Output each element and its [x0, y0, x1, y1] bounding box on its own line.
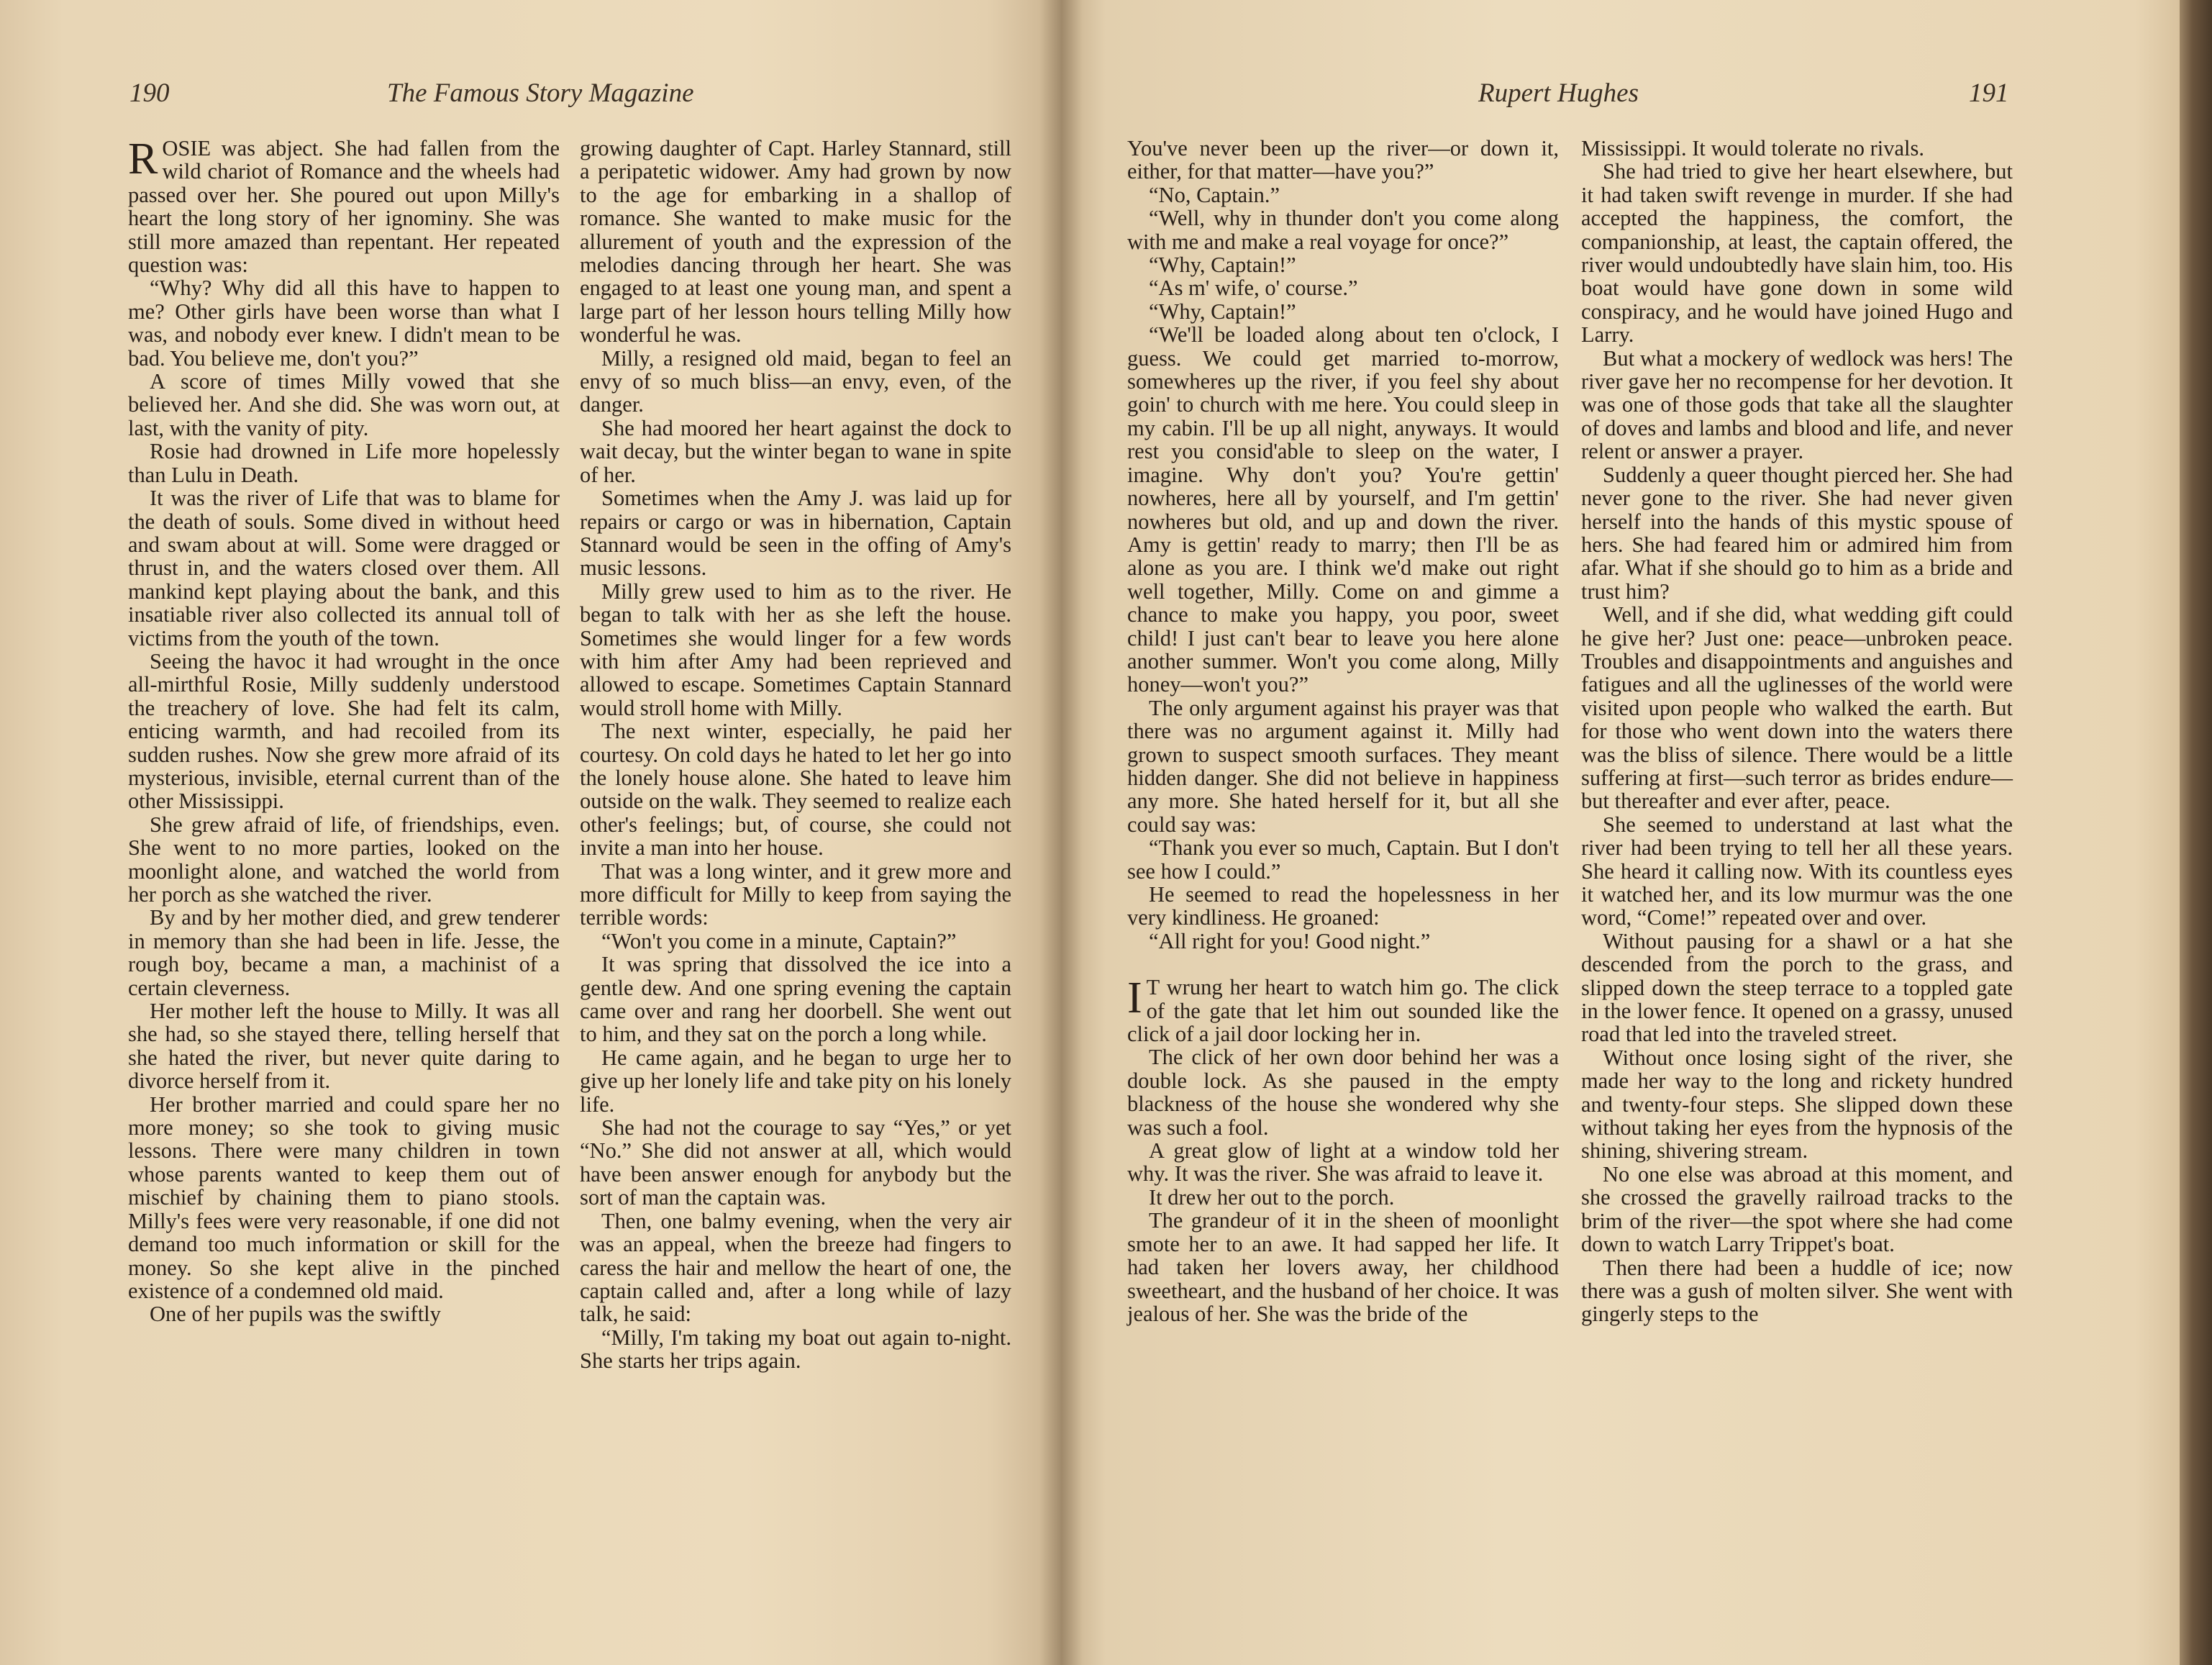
paragraph-text: “Thank you ever so much, Captain. But I don't see how I could.”	[1127, 835, 1559, 884]
paragraph	[580, 137, 1011, 347]
drop-cap: I	[1127, 974, 1142, 1023]
paragraph	[1127, 1209, 1559, 1325]
paragraph	[128, 137, 560, 276]
paragraph	[1127, 697, 1559, 836]
paragraph-text: The only argument against his prayer was that there was no argument against it. Milly had grown to suspect smooth surfaces. They meant hidden danger. She did not believe in happiness any more. She hated herself for it, but all she could say was:	[1127, 695, 1559, 837]
paragraph-text: Without once losing sight of the river, she made her way to the long and rickety hundred and twenty-four steps. She slipped down these without taking her eyes from the hypnosis of the shining, shivering stream.	[1581, 1045, 2013, 1163]
running-head-left: The Famous Story Magazine	[387, 78, 694, 108]
paragraph-text: He seemed to read the hopelessness in her very kindliness. He groaned:	[1127, 882, 1559, 930]
paragraph-text: Her mother left the house to Milly. It was all she had, so she stayed there, telling herself that she hated the river, but never quite daring to divorce herself from it.	[128, 999, 560, 1094]
paragraph	[1127, 883, 1559, 930]
paragraph	[1581, 603, 2013, 813]
paragraph	[1127, 253, 1559, 276]
paragraph	[580, 1326, 1011, 1373]
paragraph	[580, 580, 1011, 720]
paragraph	[128, 1093, 560, 1303]
paragraph-text: Rosie had drowned in Life more hopelessly than Lulu in Death.	[128, 439, 560, 487]
paragraph-text: OSIE was abject. She had fallen from the wild chariot of Romance and the wheels had passed over her. She poured out upon Milly's heart the long story of her ignominy. She was still more amazed than repentant. Her repeated question was:	[128, 136, 560, 278]
paragraph	[1581, 137, 2013, 160]
paragraph-text: “Why, Captain!”	[1149, 253, 1296, 278]
paragraph-text: “Milly, I'm taking my boat out again to-night. She starts her trips again.	[580, 1325, 1011, 1374]
paragraph	[128, 906, 560, 999]
book-edge	[2180, 0, 2212, 1665]
paragraph-text: Without pausing for a shawl or a hat she descended from the porch to the grass, and slipped down the steep terrace to a toppled gate in the lower fence. It opened on a grassy, unused road that led into the traveled street.	[1581, 928, 2013, 1047]
paragraph	[580, 860, 1011, 930]
paragraph-text: Then, one balmy evening, when the very air was an appeal, when the breeze had fingers to caress the hair and mellow the heart of one, the captain called and, after a long while of lazy talk, he said:	[580, 1208, 1011, 1327]
paragraph	[128, 486, 560, 650]
paragraph	[128, 1302, 560, 1325]
paragraph	[1127, 207, 1559, 253]
paragraph-text: She had moored her heart against the dock to wait decay, but the winter began to wane in spite of her.	[580, 415, 1011, 487]
paragraph-text: The grandeur of it in the sheen of moonlight smote her to an awe. It had sapped her life. It had taken her lovers away, her childhood sweetheart, and the husband of her choice. It was jealous of her. She was the bride of the	[1127, 1208, 1559, 1326]
column-4	[1581, 137, 2013, 1326]
paragraph-text: Her brother married and could spare her no more money; so she took to giving music lessons. There were many children in town whose parents wanted to keep them out of mischief by chaining them to piano stools. Milly's fees were very reasonable, if one did not demand too much information or skill for the money. So she kept alive in the pinched existence of a condemned old maid.	[128, 1092, 560, 1303]
paragraph-text: One of her pupils was the swiftly	[150, 1302, 441, 1327]
paragraph-text: “No, Captain.”	[1149, 182, 1280, 207]
paragraph	[580, 1210, 1011, 1326]
paragraph	[128, 276, 560, 370]
paragraph-text: You've never been up the river—or down it, either, for that matter—have you?”	[1127, 136, 1559, 184]
paragraph-text: She seemed to understand at last what the river had been trying to tell her all these years. She heard it calling now. With its countless eyes it watched her, and its low murmur was the one word, “Come!” repeated over and over.	[1581, 812, 2013, 930]
paragraph-text: Then there had been a huddle of ice; now there was a gush of molten silver. She went with gingerly steps to the	[1581, 1255, 2013, 1327]
column-1	[128, 137, 560, 1326]
paragraph-text: “All right for you! Good night.”	[1149, 928, 1431, 953]
paragraph	[1127, 137, 1559, 183]
paragraph	[580, 347, 1011, 417]
paragraph	[580, 417, 1011, 486]
drop-cap: R	[128, 135, 158, 183]
paragraph-text: “As m' wife, o' course.”	[1149, 276, 1358, 301]
paragraph-text: It drew her out to the porch.	[1149, 1184, 1395, 1210]
paragraph-text: Suddenly a queer thought pierced her. She had never gone to the river. She had never given herself into the hands of this mystic spouse of hers. She had feared him or admired him from afar. What if she should go to him as a bride and trust him?	[1581, 462, 2013, 604]
paragraph-text: He came again, and he began to urge her to give up her lonely life and take pity on his lonely life.	[580, 1045, 1011, 1117]
paragraph	[580, 720, 1011, 859]
right-page	[1061, 0, 2180, 1665]
paragraph	[1581, 160, 2013, 346]
paragraph	[1127, 1139, 1559, 1186]
paragraph	[128, 370, 560, 440]
page-number-left: 190	[129, 78, 170, 108]
paragraph	[580, 930, 1011, 953]
paragraph	[1127, 323, 1559, 697]
book-gutter-shadow	[1039, 0, 1083, 1665]
paragraph-text: “Won't you come in a minute, Captain?”	[601, 928, 957, 953]
paragraph	[580, 1116, 1011, 1210]
running-head-right: Rupert Hughes	[1478, 78, 1639, 108]
paragraph	[1127, 836, 1559, 883]
paragraph	[1127, 930, 1559, 953]
paragraph-text: Well, and if she did, what wedding gift could he give her? Just one: peace—unbroken peace. Troubles and disappointments and anguishes and fatigues and all the uglinesses of the world were visited upon people who walked the earth. But for those who went down into the waters there was the bliss of silence. There would be a little suffering at first—such terror as brides endure—but thereafter and ever after, peace.	[1581, 602, 2013, 814]
paragraph-text: Seeing the havoc it had wrought in the once all-mirthful Rosie, Milly suddenly understood the treachery of love. She had felt its calm, enticing warmth, and had recoiled from its sudden rushes. Now she grew more afraid of its mysterious, invisible, eternal current than of the other Mississippi.	[128, 648, 560, 814]
paragraph	[1127, 1045, 1559, 1139]
paragraph	[128, 650, 560, 813]
paragraph-text: The click of her own door behind her was a double lock. As she paused in the empty blackness of the house she wondered why she was such a fool.	[1127, 1045, 1559, 1140]
paragraph-text: But what a mockery of wedlock was hers! The river gave her no recompense for her devotion. It was one of those gods that take all the slaughter of doves and lambs and blood and life, and never relent or answer a prayer.	[1581, 345, 2013, 464]
paragraph	[1581, 1046, 2013, 1163]
paragraph	[580, 1046, 1011, 1116]
paragraph	[580, 953, 1011, 1046]
paragraph-text: That was a long winter, and it grew more and more difficult for Milly to keep from saying the terrible words:	[580, 858, 1011, 930]
paragraph-text: Sometimes when the Amy J. was laid up for repairs or cargo or was in hibernation, Captain Stannard would be seen in the offing of Amy's music lessons.	[580, 486, 1011, 581]
paragraph	[128, 813, 560, 907]
paragraph-text: “Well, why in thunder don't you come along with me and make a real voyage for once?”	[1127, 206, 1559, 254]
paragraph	[1581, 1256, 2013, 1326]
paragraph-text: Milly, a resigned old maid, began to feel an envy of so much bliss—an envy, even, of the danger.	[580, 345, 1011, 417]
paragraph-text: The next winter, especially, he paid her courtesy. On cold days he hated to let her go into the lonely house alone. She hated to leave him outside on the walk. They seemed to realize each other's feelings; but, of course, she could not invite a man into her house.	[580, 719, 1011, 861]
paragraph	[1127, 300, 1559, 323]
paragraph-text: By and by her mother died, and grew tenderer in memory than she had been in life. Jesse, the rough boy, became a man, a machinist of a certain cleverness.	[128, 905, 560, 1000]
paragraph-text: It was spring that dissolved the ice into a gentle dew. And one spring evening the captain came over and rang her doorbell. She went out to him, and they sat on the porch a long while.	[580, 952, 1011, 1047]
paragraph	[1127, 276, 1559, 299]
paragraph-text: growing daughter of Capt. Harley Stannard, still a peripatetic widower. Amy had grown by now to the age for embarking in a shallop of romance. She wanted to make music for the allurement of youth and the expression of the melodies dancing through her heart. She was engaged to at least one young man, and spent a large part of her lesson hours telling Milly how wonderful he was.	[580, 136, 1011, 348]
paragraph	[128, 999, 560, 1093]
paragraph-text: “Why, Captain!”	[1149, 299, 1296, 324]
paragraph-text: She had not the courage to say “Yes,” or yet “No.” She did not answer at all, which would have been answer enough for anybody but the sort of man the captain was.	[580, 1115, 1011, 1210]
paragraph-text: No one else was abroad at this moment, and she crossed the gravelly railroad tracks to the brim of the river—the spot where she had come down to watch Larry Trippet's boat.	[1581, 1161, 2013, 1257]
paragraph-text: A great glow of light at a window told her why. It was the river. She was afraid to leave it.	[1127, 1138, 1559, 1187]
paragraph	[1127, 183, 1559, 207]
paragraph-text: “We'll be loaded along about ten o'clock, I guess. We could get married to-morrow, somewheres up the river, if you feel shy about goin' to church with me here. You could sleep in my cabin. I'll be up all night, anyways. It would rest you consid'able to sleep on the water, I imagine. Why don't you? You're gettin' nowheres, here all by yourself, and I'm gettin' nowheres but old, and up and down the river. Amy is gettin' ready to marry; then I'll be as alone as you are. I think we'd make out right well together, Milly. Come on and gimme a chance to make you happy, you poor, sweet child! I just can't bear to leave you here alone another summer. Won't you come along, Milly honey—won't you?”	[1127, 322, 1559, 697]
paragraph	[1581, 1163, 2013, 1256]
paragraph-text: “Why? Why did all this have to happen to me? Other girls have been worse than what I was, and nobody ever knew. I didn't mean to be bad. You believe me, don't you?”	[128, 276, 560, 371]
paragraph	[580, 486, 1011, 580]
paragraph	[128, 440, 560, 486]
page-number-right: 191	[1969, 78, 2009, 108]
paragraph	[1581, 813, 2013, 930]
column-2	[580, 137, 1011, 1373]
paragraph	[1581, 463, 2013, 603]
paragraph-text: It was the river of Life that was to blame for the death of souls. Some dived in without heed and swam about at will. Some were dragged or thrust in, and the waters closed over them. All mankind kept playing about the bank, and this insatiable river also collected its annual toll of victims from the youth of the town.	[128, 486, 560, 650]
paragraph	[1127, 1186, 1559, 1209]
paragraph-text: She grew afraid of life, of friendships, even. She went to no more parties, looked on the moonlight alone, and watched the world from her porch as she watched the river.	[128, 812, 560, 907]
paragraph-text: She had tried to give her heart elsewhere, but it had taken swift revenge in murder. If she had accepted the happiness, the comfort, the companionship, at least, the captain offered, the river would undoubtedly have slain him, too. His boat would have gone down in some wild conspiracy, and he would have joined Hugo and Larry.	[1581, 159, 2013, 348]
paragraph	[1127, 976, 1559, 1045]
paragraph	[1581, 347, 2013, 463]
paragraph-text: Milly grew used to him as to the river. He began to talk with her as she left the house. Sometimes she would linger for a few words with him after Amy had been reprieved and allowed to escape. Sometimes Captain Stannard would stroll home with Milly.	[580, 579, 1011, 720]
left-page	[0, 0, 1061, 1665]
paragraph-text: A score of times Milly vowed that she believed her. And she did. She was worn out, at last, with the vanity of pity.	[128, 369, 560, 440]
paragraph-text: Mississippi. It would tolerate no rivals.	[1581, 136, 1924, 160]
paragraph-text: T wrung her heart to watch him go. The click of the gate that let him out sounded like the click of a jail door locking her in.	[1127, 975, 1559, 1047]
column-3	[1127, 137, 1559, 1325]
paragraph	[1581, 930, 2013, 1046]
